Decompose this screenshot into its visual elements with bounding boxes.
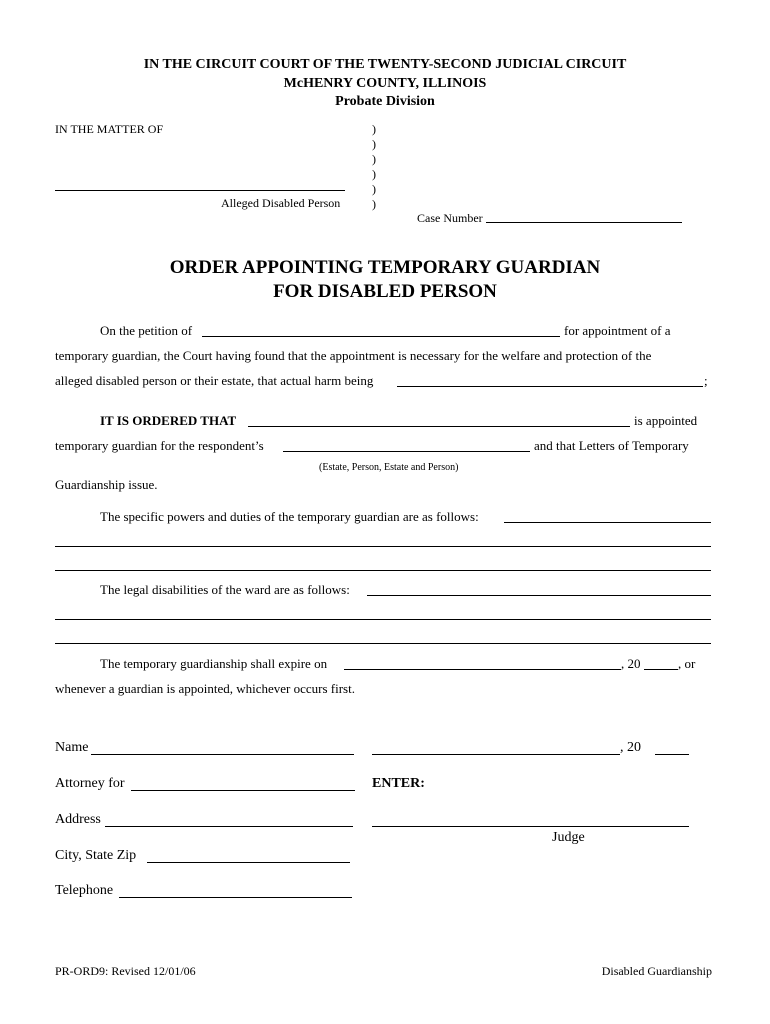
caption-paren: ) bbox=[372, 182, 376, 196]
judge-signature-line[interactable] bbox=[372, 826, 689, 827]
estate-type-line[interactable] bbox=[283, 451, 530, 452]
guardian-name-line[interactable] bbox=[248, 426, 630, 427]
city-state-zip-line[interactable] bbox=[147, 862, 350, 863]
telephone-line[interactable] bbox=[119, 897, 352, 898]
petitioner-line[interactable] bbox=[202, 336, 560, 337]
order-title-line1: ORDER APPOINTING TEMPORARY GUARDIAN bbox=[169, 257, 601, 278]
expire-year-prefix: , 20 bbox=[621, 656, 641, 671]
enter-label: ENTER: bbox=[372, 776, 425, 791]
finding-text: temporary guardian, the Court having found that the appointment is necessary for the welfare and protection of the bbox=[55, 348, 652, 363]
judge-label: Judge bbox=[552, 830, 585, 845]
whenever-text: whenever a guardian is appointed, whichever occurs first. bbox=[55, 681, 355, 696]
city-state-zip-label: City, State Zip bbox=[55, 848, 137, 863]
actual-harm-text: alleged disabled person or their estate, that actual harm being bbox=[55, 373, 374, 388]
powers-line-1[interactable] bbox=[504, 522, 711, 523]
caption-paren: ) bbox=[372, 167, 376, 181]
enter-year-line[interactable] bbox=[655, 754, 689, 755]
caption-paren: ) bbox=[372, 137, 376, 151]
court-header-division: Probate Division bbox=[335, 94, 435, 109]
enter-date-line[interactable] bbox=[372, 754, 620, 755]
estate-note: (Estate, Person, Estate and Person) bbox=[319, 462, 459, 473]
caption-paren: ) bbox=[372, 152, 376, 166]
address-label: Address bbox=[55, 812, 101, 827]
respondent-name-line[interactable] bbox=[55, 190, 345, 191]
case-number-line[interactable] bbox=[486, 222, 682, 223]
telephone-label: Telephone bbox=[55, 883, 114, 898]
order-title-line2: FOR DISABLED PERSON bbox=[273, 281, 497, 302]
appointment-text: for appointment of a bbox=[564, 323, 671, 338]
caption-paren: ) bbox=[372, 197, 376, 211]
name-label: Name bbox=[55, 740, 89, 755]
disabilities-line-1[interactable] bbox=[367, 595, 711, 596]
expire-date-line[interactable] bbox=[344, 669, 621, 670]
court-header-county: McHENRY COUNTY, ILLINOIS bbox=[283, 76, 487, 91]
is-appointed-text: is appointed bbox=[634, 413, 698, 428]
attorney-for-line[interactable] bbox=[131, 790, 355, 791]
semicolon: ; bbox=[704, 373, 708, 388]
powers-line-3[interactable] bbox=[55, 570, 711, 571]
expire-year-line[interactable] bbox=[644, 669, 678, 670]
form-category-footer: Disabled Guardianship bbox=[601, 964, 712, 978]
powers-text: The specific powers and duties of the temporary guardian are as follows: bbox=[100, 509, 479, 524]
form-revision-footer: PR-ORD9: Revised 12/01/06 bbox=[55, 964, 196, 978]
case-number-label: Case Number bbox=[417, 211, 483, 225]
caption-paren: ) bbox=[372, 122, 376, 136]
enter-year-prefix: , 20 bbox=[620, 740, 641, 755]
disabilities-line-3[interactable] bbox=[55, 643, 711, 644]
expire-text: The temporary guardianship shall expire on bbox=[100, 656, 328, 671]
letters-text: and that Letters of Temporary bbox=[534, 438, 689, 453]
alleged-disabled-person-label: Alleged Disabled Person bbox=[221, 196, 341, 210]
petition-text: On the petition of bbox=[100, 323, 193, 338]
in-the-matter-label: IN THE MATTER OF bbox=[55, 122, 164, 136]
court-header-line1: IN THE CIRCUIT COURT OF THE TWENTY-SECOND JUDICIAL CIRCUIT bbox=[143, 57, 627, 72]
attorney-for-label: Attorney for bbox=[55, 776, 125, 791]
disabilities-text: The legal disabilities of the ward are as follows: bbox=[100, 582, 350, 597]
it-is-ordered-label: IT IS ORDERED THAT bbox=[100, 413, 237, 428]
name-line[interactable] bbox=[91, 754, 354, 755]
actual-harm-line[interactable] bbox=[397, 386, 703, 387]
disabilities-line-2[interactable] bbox=[55, 619, 711, 620]
guardianship-issue-text: Guardianship issue. bbox=[55, 477, 158, 492]
powers-line-2[interactable] bbox=[55, 546, 711, 547]
address-line[interactable] bbox=[105, 826, 353, 827]
respondent-text: temporary guardian for the respondent’s bbox=[55, 438, 264, 453]
or-text: , or bbox=[678, 656, 696, 671]
